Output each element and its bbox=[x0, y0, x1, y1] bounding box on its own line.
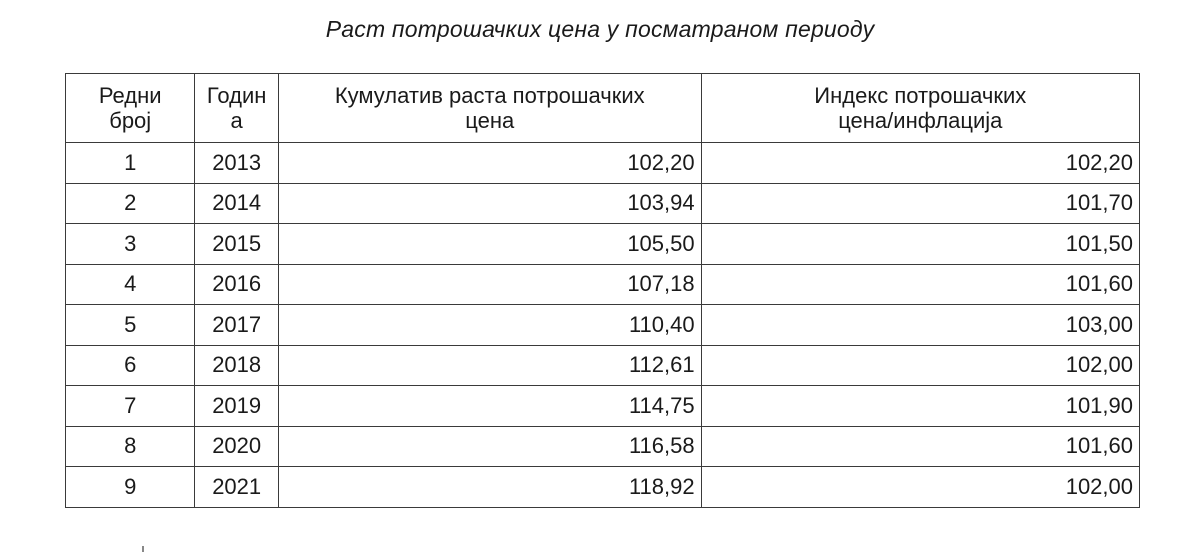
cell-cumulative: 114,75 bbox=[278, 386, 701, 427]
cell-year: 2019 bbox=[195, 386, 278, 427]
header-index bbox=[701, 74, 1139, 143]
cell-index: 102,00 bbox=[701, 345, 1139, 386]
table-row bbox=[66, 426, 1140, 467]
cell-year: 2021 bbox=[195, 467, 278, 508]
table-title: Раст потрошачких цена у посматраном периоду bbox=[325, 16, 875, 42]
cell-index: 101,90 bbox=[701, 386, 1139, 427]
header-ordinal-number bbox=[66, 74, 195, 143]
cell-ordinal-number: 5 bbox=[66, 305, 195, 346]
scan-artifact bbox=[142, 546, 150, 552]
table-row bbox=[66, 467, 1140, 508]
header-cumulative bbox=[278, 74, 701, 143]
cell-ordinal-number: 3 bbox=[66, 224, 195, 265]
header-index-line2: цена/инфлација bbox=[838, 108, 1003, 133]
table-row bbox=[66, 305, 1140, 346]
cell-cumulative: 110,40 bbox=[278, 305, 701, 346]
header-year bbox=[195, 74, 278, 143]
cell-year: 2013 bbox=[195, 143, 278, 184]
header-index-line1: Индекс потрошачких bbox=[814, 83, 1027, 108]
header-year-line2: а bbox=[230, 108, 243, 133]
header-ordinal-line1: Редни bbox=[98, 83, 162, 108]
cell-ordinal-number: 4 bbox=[66, 264, 195, 305]
inflation-table bbox=[65, 73, 1140, 508]
cell-index: 102,00 bbox=[701, 467, 1139, 508]
cell-cumulative: 107,18 bbox=[278, 264, 701, 305]
cell-ordinal-number: 6 bbox=[66, 345, 195, 386]
table-header-row bbox=[66, 74, 1140, 143]
header-year-line1: Годин bbox=[206, 83, 267, 108]
cell-ordinal-number: 1 bbox=[66, 143, 195, 184]
cell-cumulative: 118,92 bbox=[278, 467, 701, 508]
cell-index: 103,00 bbox=[701, 305, 1139, 346]
table-body bbox=[66, 143, 1140, 508]
table-row bbox=[66, 224, 1140, 265]
cell-year: 2016 bbox=[195, 264, 278, 305]
cell-ordinal-number: 7 bbox=[66, 386, 195, 427]
cell-index: 101,60 bbox=[701, 426, 1139, 467]
cell-cumulative: 112,61 bbox=[278, 345, 701, 386]
table-row bbox=[66, 183, 1140, 224]
cell-ordinal-number: 9 bbox=[66, 467, 195, 508]
table-row bbox=[66, 345, 1140, 386]
cell-year: 2017 bbox=[195, 305, 278, 346]
table-row bbox=[66, 143, 1140, 184]
table-row bbox=[66, 386, 1140, 427]
cell-year: 2015 bbox=[195, 224, 278, 265]
cell-cumulative: 116,58 bbox=[278, 426, 701, 467]
cell-index: 101,50 bbox=[701, 224, 1139, 265]
cell-ordinal-number: 2 bbox=[66, 183, 195, 224]
table-row bbox=[66, 264, 1140, 305]
cell-index: 101,60 bbox=[701, 264, 1139, 305]
cell-ordinal-number: 8 bbox=[66, 426, 195, 467]
header-cumulative-line1: Кумулатив раста потрошачких bbox=[334, 83, 645, 108]
header-cumulative-line2: цена bbox=[465, 108, 515, 133]
cell-index: 101,70 bbox=[701, 183, 1139, 224]
cell-cumulative: 103,94 bbox=[278, 183, 701, 224]
cell-index: 102,20 bbox=[701, 143, 1139, 184]
cell-cumulative: 105,50 bbox=[278, 224, 701, 265]
cell-year: 2018 bbox=[195, 345, 278, 386]
cell-year: 2020 bbox=[195, 426, 278, 467]
cell-cumulative: 102,20 bbox=[278, 143, 701, 184]
header-ordinal-line2: број bbox=[109, 108, 152, 133]
cell-year: 2014 bbox=[195, 183, 278, 224]
